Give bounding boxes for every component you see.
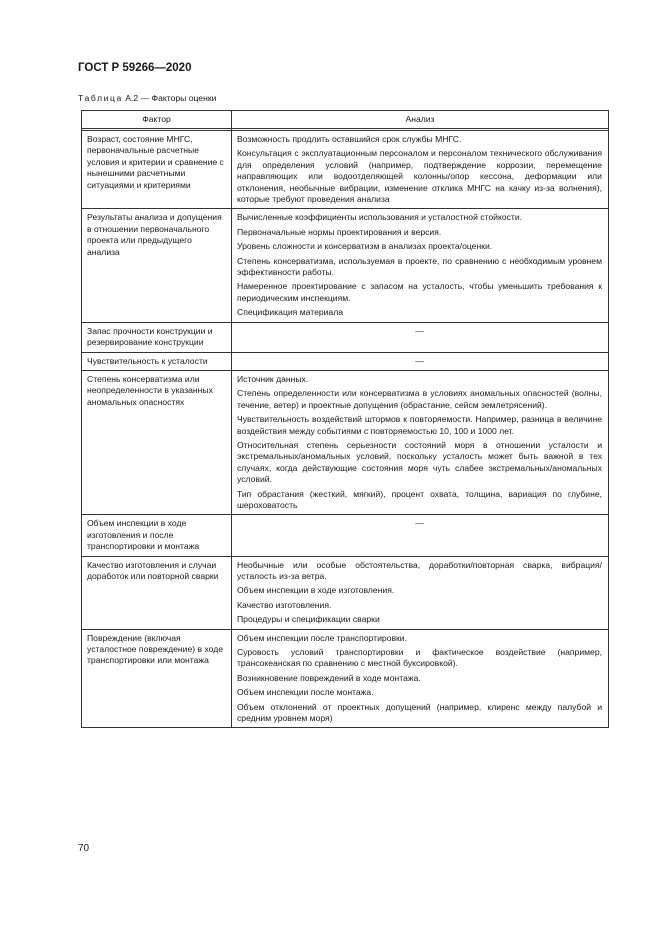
analysis-item: Тип обрастания (жесткий, мягкий), процент охвата, толщина, вариация по глубине, шероховатость [237,488,602,510]
analysis-item: Объем инспекции в ходе изготовления. [237,585,395,596]
analysis-item: Консультация с эксплуатационным персоналом и персоналом технического обслуживания для определения условий (например, подтверждение коррозии, перемещение направляющих или водоотделяющей колонны/опор кессона, деформации или отклонения, необычные вибрации, изменение отклика МНГС на качку из-за волнения), которые требуют проведения анализа [237,148,602,205]
analysis-item: Степень консерватизма, используемая в проекте, по сравнению с необходимым уровнем эффективности работы. [237,255,602,278]
factor-cell: Чувствительность к усталости [82,352,232,370]
analysis-cell [232,370,609,514]
analysis-item: Уровень сложности и консерватизм в анализах проекта/оценки. [237,241,493,252]
table-header-row [82,111,609,129]
table-row [82,515,609,556]
factor-cell: Качество изготовления и случаи доработок или повторной сварки [82,556,232,629]
factors-table [81,110,609,728]
analysis-item: Объем отклонений от проектных допущений (например, клиренс между палубой и средним уровнем моря) [237,701,602,724]
analysis-cell [232,629,609,728]
factor-cell: Степень консерватизма или неопределенности в указанных аномальных опасностях [82,370,232,514]
analysis-cell [232,556,609,629]
analysis-item: Необычные или особые обстоятельства, доработки/повторная сварка, вибрация/усталость из-за ветра. [237,559,602,581]
analysis-item: Объем инспекции после монтажа. [237,687,374,698]
analysis-item: Первоначальные нормы проектирования и версия. [237,226,442,237]
analysis-item: Объем инспекции после транспортировки. [237,632,407,643]
factor-cell: Объем инспекции в ходе изготовления и после транспортировки и монтажа [82,515,232,556]
table-row [82,322,609,352]
empty-analysis-dash: — [232,322,609,352]
table-caption [78,93,216,103]
table-row [82,352,609,370]
caption-prefix: Таблица [78,93,123,103]
document-code: ГОСТ Р 59266—2020 [78,62,192,74]
analysis-item: Спецификация материала [237,307,343,318]
analysis-item: Источник данных. [237,373,309,384]
caption-title: А.2 — Факторы оценки [122,93,217,103]
analysis-item: Возникновение повреждений в ходе монтажа. [237,672,421,683]
analysis-cell [232,209,609,322]
analysis-item: Качество изготовления. [237,599,332,610]
factor-cell: Результаты анализа и допущения в отношении первоначального проекта или предыдущего анализа [82,209,232,322]
factor-cell: Запас прочности конструкции и резервирование конструкции [82,322,232,352]
table-row [82,370,609,514]
analysis-item: Чувствительность воздействий штормов к повторяемости. Например, разница в величине воздействия между событиями с повторяемостью 10, 100 и 1000 лет. [237,414,602,436]
page-number: 70 [78,843,90,854]
analysis-item: Степень определенности или консерватизма в условиях аномальных опасностей (волны, течение, ветер) и проектные допущения (обрастание, сейсм землетрясений). [237,388,602,410]
table-row [82,629,609,728]
column-header-factor: Фактор [82,111,232,129]
analysis-item: Суровость условий транспортировки и фактическое воздействие (например, трансокеанская по сравнению с местной буксировкой). [237,647,602,669]
table-row [82,131,609,209]
empty-analysis-dash: — [232,515,609,556]
factor-cell: Возраст, состояние МНГС, первоначальные расчетные условия и критерии и сравнение с нынешними расчетными ситуациями и критериями [82,131,232,209]
table-row [82,209,609,322]
column-header-analysis: Анализ [232,111,609,129]
analysis-item: Намеренное проектирование с запасом на усталость, чтобы уменьшить требования к периодическим инспекциям. [237,281,602,303]
analysis-item: Процедуры и спецификации сварки [237,614,380,625]
analysis-cell [232,131,609,209]
analysis-item: Вычисленные коэффициенты использования и усталостной стойкости. [237,212,523,223]
factor-cell: Повреждение (включая усталостное повреждение) в ходе транспортировки или монтажа [82,629,232,728]
empty-analysis-dash: — [232,352,609,370]
analysis-item: Возможность продлить оставшийся срок службы МНГС. [237,134,462,144]
analysis-item: Относительная степень серьезности состояний моря в отношении усталости и экстремальных/аномальных условий, поскольку усталость может быть важной в тех случаях, когда действующие состояния моря чуть слабее экстремальных/аномальных условий. [237,439,602,485]
table-row [82,556,609,629]
